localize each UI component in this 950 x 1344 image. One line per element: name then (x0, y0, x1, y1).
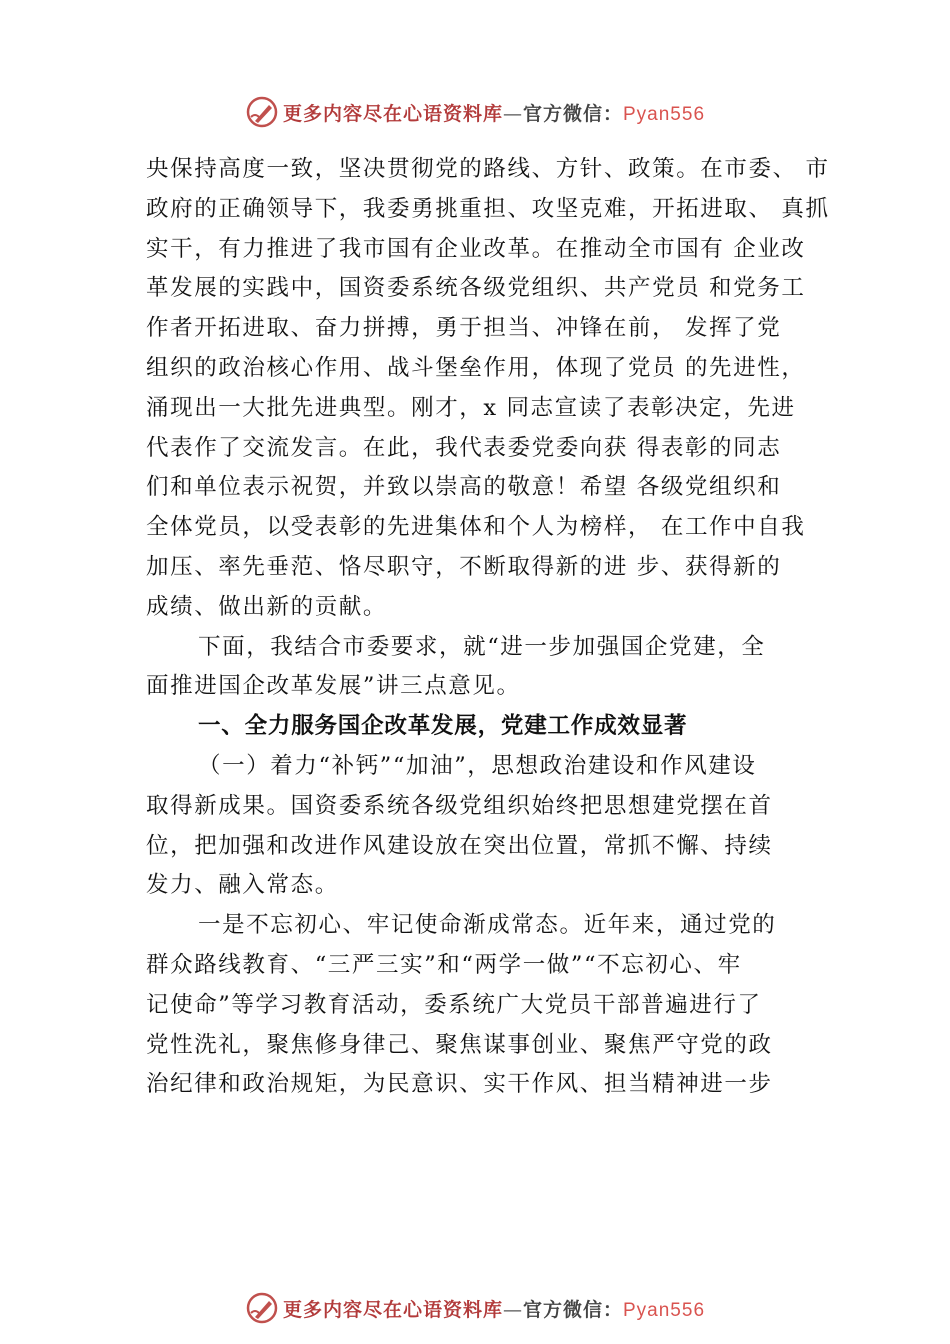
pen-logo-icon (245, 1291, 279, 1325)
text-line: 面推进国企改革发展”讲三点意见。 (146, 673, 521, 700)
watermark-dash: — (502, 1298, 523, 1321)
text-line: （一）着力“补钙”“加油”，思想政治建设和作风建设 (198, 752, 757, 779)
text-line: 实干，有力推进了我市国有企业改革。在推动全市国有 企业改 (146, 235, 806, 262)
text-line: 位，把加强和改进作风建设放在突出位置，常抓不懈、持续 (146, 832, 773, 859)
text-line: 作者开拓进取、奋力拼搏，勇于担当、冲锋在前， 发挥了党 (146, 315, 782, 342)
text-line: 取得新成果。国资委系统各级党组织始终把思想建党摆在首 (146, 792, 773, 819)
text-line: 下面，我结合市委要求，就“进一步加强国企党建，全 (198, 633, 766, 660)
watermark-wechat-id: Pyan556 (623, 103, 706, 125)
footer-watermark (0, 1288, 950, 1328)
watermark-wechat-id: Pyan556 (623, 1299, 706, 1321)
pen-logo-icon (245, 95, 279, 129)
text-line: 党性洗礼，聚焦修身律己、聚焦谋事创业、聚焦严守党的政 (146, 1031, 773, 1058)
section-heading: 一、全力服务国企改革发展，党建工作成效显著 (198, 713, 688, 740)
text-line: 成绩、做出新的贡献。 (146, 593, 388, 620)
watermark-text (283, 99, 705, 126)
watermark-wechat-label: 官方微信： (522, 1298, 623, 1321)
watermark-text (283, 1295, 705, 1322)
text-line: 代表作了交流发言。在此，我代表委党委向获 得表彰的同志 (146, 434, 782, 461)
text-line: 群众路线教育、“三严三实”和“两学一做”“不忘初心、牢 (146, 951, 742, 978)
text-line: 涌现出一大批先进典型。刚才，x 同志宣读了表彰决定，先进 (146, 394, 796, 421)
header-watermark (0, 92, 950, 132)
text-line: 们和单位表示祝贺，并致以崇高的敬意！希望 各级党组织和 (146, 474, 782, 501)
text-line: 革发展的实践中，国资委系统各级党组织、共产党员 和党务工 (146, 275, 806, 302)
text-line: 治纪律和政治规矩，为民意识、实干作风、担当精神进一步 (146, 1071, 773, 1098)
text-line: 发力、融入常态。 (146, 872, 339, 899)
text-line: 全体党员，以受表彰的先进集体和个人为榜样， 在工作中自我 (146, 514, 806, 541)
text-line: 加压、率先垂范、恪尽职守，不断取得新的进 步、获得新的 (146, 553, 782, 580)
watermark-wechat-label: 官方微信： (522, 102, 623, 125)
text-line: 央保持高度一致，坚决贯彻党的路线、方针、政策。在市委、 市 (146, 156, 830, 182)
document-body (146, 150, 836, 1105)
text-line: 政府的正确领导下，我委勇挑重担、攻坚克难，开拓进取、 真抓 (146, 195, 830, 222)
watermark-dash: — (502, 102, 523, 125)
text-line: 组织的政治核心作用、战斗堡垒作用，体现了党员 的先进性， (146, 354, 806, 381)
watermark-brand: 更多内容尽在心语资料库 (282, 1298, 503, 1321)
text-line: 记使命”等学习教育活动，委系统广大党员干部普遍进行了 (146, 991, 762, 1018)
watermark-brand: 更多内容尽在心语资料库 (282, 102, 503, 125)
text-line: 一是不忘初心、牢记使命渐成常态。近年来，通过党的 (198, 912, 777, 939)
